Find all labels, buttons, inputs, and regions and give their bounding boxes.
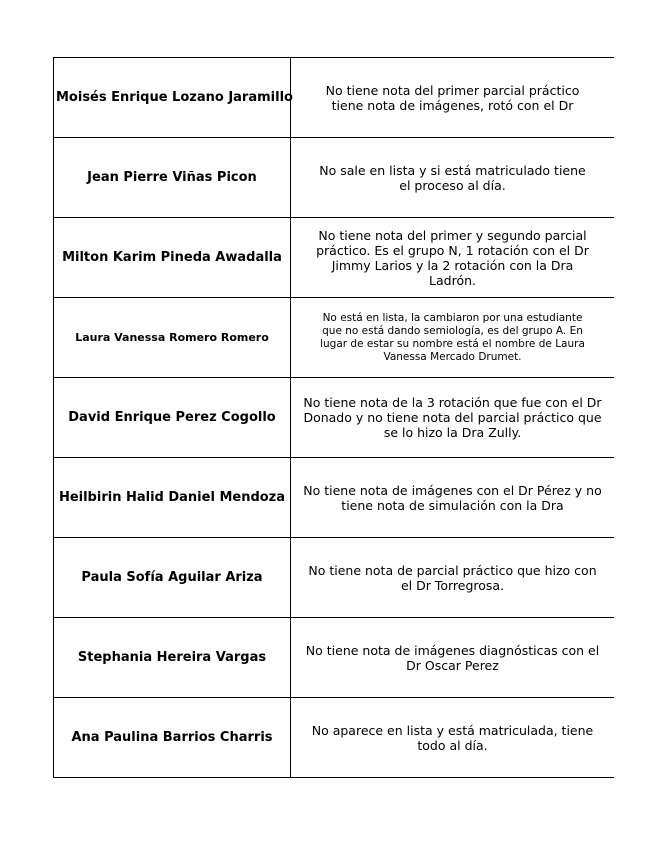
student-name: Heilbirin Halid Daniel Mendoza	[54, 458, 291, 538]
student-note: No tiene nota del primer y segundo parcial práctico. Es el grupo N, 1 rotación con el Dr Jimmy Larios y la 2 rotación con la Dra Ladrón.	[316, 227, 589, 288]
student-name: Stephania Hereira Vargas	[54, 618, 291, 698]
student-notes-table-container	[53, 57, 602, 778]
table-row	[54, 218, 614, 298]
student-note: No aparece en lista y está matriculada, tiene todo al día.	[311, 722, 594, 753]
table-row	[54, 58, 614, 138]
student-note: No sale en lista y si está matriculado tiene el proceso al día.	[319, 162, 586, 193]
table-row	[54, 538, 614, 618]
student-name: David Enrique Perez Cogollo	[54, 378, 291, 458]
table-row	[54, 378, 614, 458]
student-name: Milton Karim Pineda Awadalla	[54, 218, 291, 298]
student-note: No tiene nota de parcial práctico que hizo con el Dr Torregrosa.	[308, 562, 597, 593]
student-note: No tiene nota del primer parcial práctico tiene nota de imágenes, rotó con el Dr	[325, 82, 580, 113]
student-name: Jean Pierre Viñas Picon	[54, 138, 291, 218]
student-name: Paula Sofía Aguilar Ariza	[54, 538, 291, 618]
table-row	[54, 298, 614, 378]
table-row	[54, 138, 614, 218]
student-name: Laura Vanessa Romero Romero	[54, 298, 291, 378]
student-name: Ana Paulina Barrios Charris	[54, 698, 291, 778]
student-notes-table	[53, 57, 614, 778]
table-row	[54, 458, 614, 538]
student-note: No tiene nota de la 3 rotación que fue con el Dr Donado y no tiene nota del parcial práctico que se lo hizo la Dra Zully.	[303, 395, 602, 440]
table-row	[54, 698, 614, 778]
student-note: No tiene nota de imágenes con el Dr Pérez y no tiene nota de simulación con la Dra	[303, 482, 602, 513]
student-note: No tiene nota de imágenes diagnósticas con el Dr Oscar Perez	[305, 642, 600, 673]
student-name: Moisés Enrique Lozano Jaramillo	[54, 58, 291, 138]
student-note: No está en lista, la cambiaron por una estudiante que no está dando semiología, es del grupo A. En lugar de estar su nombre está el nombre de Laura Vanessa Mercado Drumet.	[320, 311, 585, 363]
table-row	[54, 618, 614, 698]
